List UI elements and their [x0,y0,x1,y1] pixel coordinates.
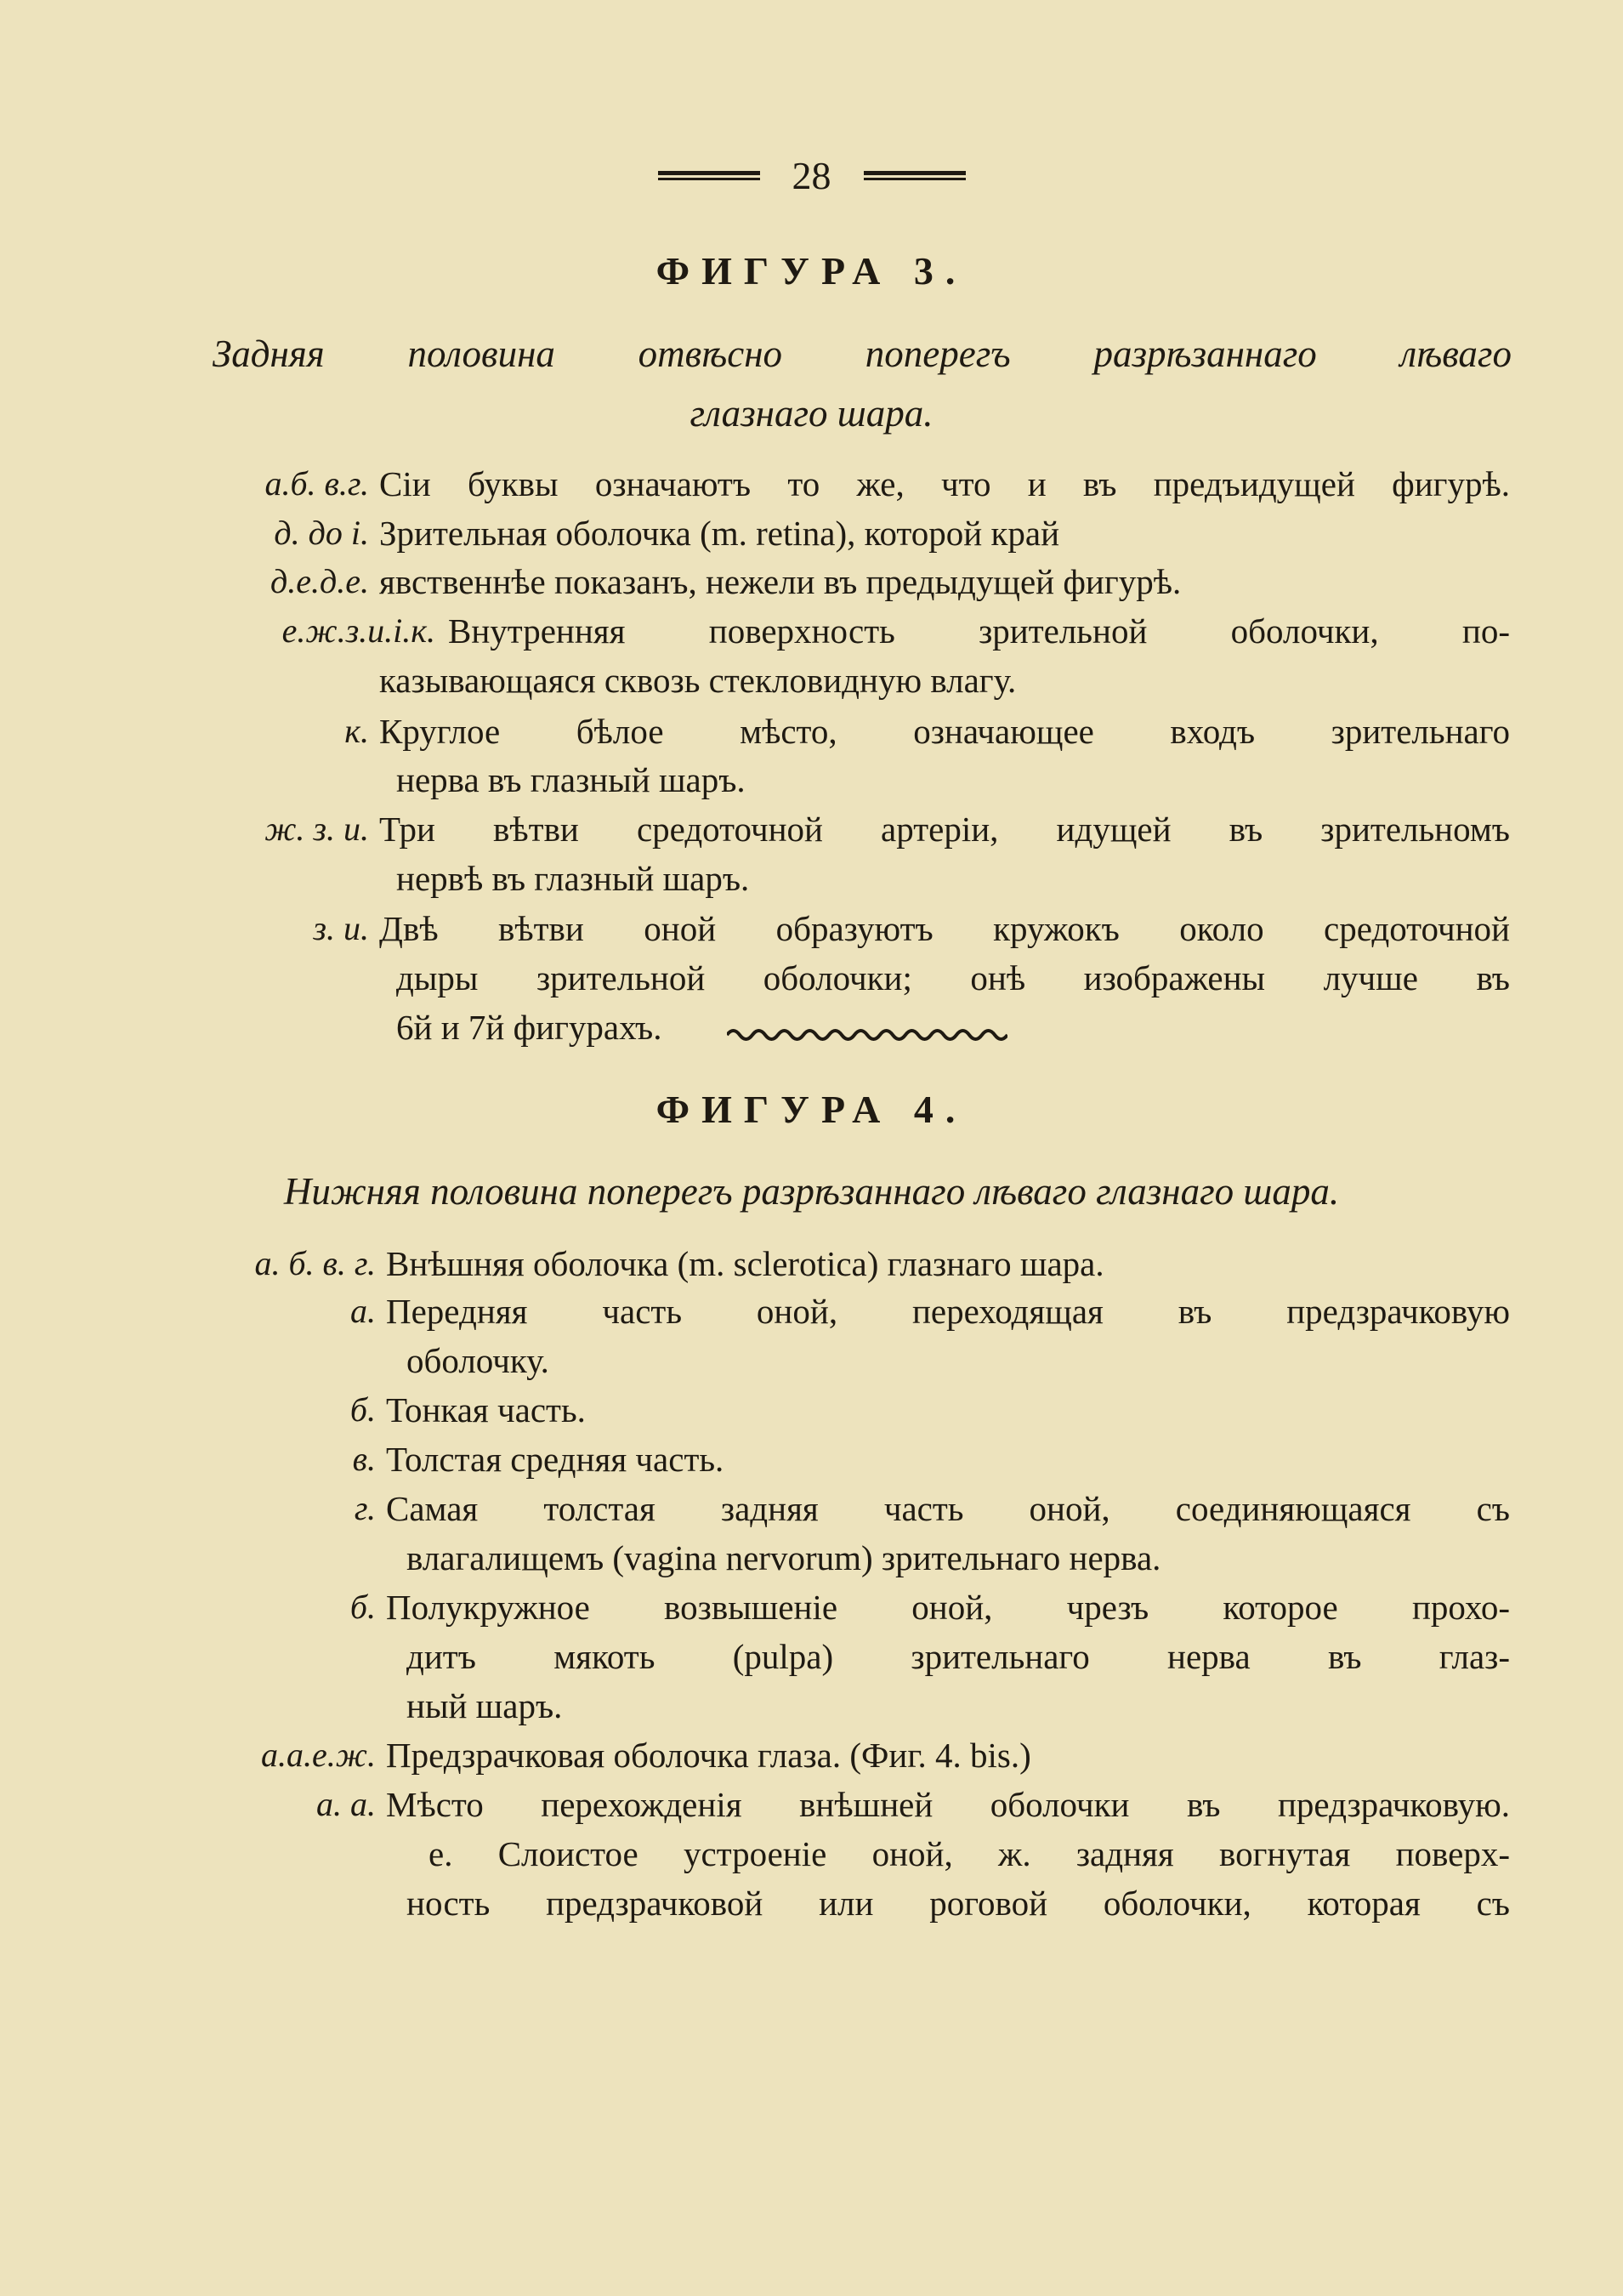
legend-text: Передняя часть оной, переходящая въ предзрачковую [386,1292,1510,1331]
legend-text: Мѣсто перехожденія внѣшней оболочки въ предзрачковую. [386,1785,1510,1824]
legend-label: г. [354,1489,376,1527]
legend-text: Три вѣтви средоточной артеріи, идущей въ зрительномъ [379,810,1510,849]
page-header [0,153,1623,198]
legend-text: Тонкая часть. [386,1390,586,1429]
figure-3-subtitle-line-2: глазнаго шара. [689,392,934,435]
legend-text: Самая толстая задняя часть оной, соединяющаяся съ [386,1489,1510,1528]
figure-4-subtitle: Нижняя половина поперегъ разрѣзаннаго лѣваго глазнаго шара. [283,1170,1340,1213]
legend-text: ный шаръ. [406,1686,563,1725]
legend-text: Полукружное возвышеніе оной, чрезъ которое прохо- [386,1588,1510,1627]
legend-label: а.б. в.г. [264,464,369,503]
legend-label: е.ж.з.и.і.к. [281,611,435,650]
header-ornament-left [658,169,760,183]
figure-4-title: ФИГУРА 4. [655,1088,968,1131]
legend-text: нерва въ глазный шаръ. [396,760,746,799]
legend-text: казывающаяся сквозь стекловидную влагу. [379,661,1017,700]
legend-text: влагалищемъ (vagina nervorum) зрительнаго нерва. [406,1538,1161,1577]
legend-text: нервѣ въ глазный шаръ. [396,859,750,898]
figure-3-title: ФИГУРА 3. [655,249,968,293]
legend-text: е. Слоистое устроеніе оной, ж. задняя вогнутая поверх- [428,1834,1510,1873]
legend-label: ж. з. и. [264,810,369,848]
legend-text: 6й и 7й фигурахъ. [396,1008,662,1047]
legend-text: дыры зрительной оболочки; онѣ изображены лучше въ [396,958,1510,997]
header-ornament-right [864,169,966,183]
legend-text: Круглое бѣлое мѣсто, означающее входъ зрительнаго [379,712,1510,751]
legend-label: б. [349,1390,376,1429]
legend-label: а. б. в. г. [254,1244,376,1282]
legend-text: Внѣшняя оболочка (m. sclerotica) глазнаго шара. [386,1244,1104,1283]
legend-label: а. [350,1292,376,1330]
legend-text: Двѣ вѣтви оной образуютъ кружокъ около средоточной [379,909,1510,948]
legend-label: д. до і. [274,514,369,552]
legend-label: к. [344,712,369,750]
legend-text: Толстая средняя часть. [386,1440,724,1479]
legend-label: в. [352,1440,376,1478]
page-number: 28 [792,154,831,197]
legend-text: ность предзрачковой или роговой оболочки, которая съ [406,1884,1510,1923]
legend-label: а. а. [316,1785,376,1823]
legend-label: а.а.е.ж. [261,1736,376,1774]
legend-text: дитъ мякоть (pulpa) зрительнаго нерва въ глаз- [406,1637,1510,1676]
legend-text: Предзрачковая оболочка глаза. (Фиг. 4. bis.) [386,1736,1031,1775]
legend-text: Сіи буквы означаютъ то же, что и въ предъидущей фигурѣ. [379,464,1510,503]
figure-3-subtitle-line-1: Задняя половина отвѣсно поперегъ разрѣзаннаго лѣваго [213,332,1512,375]
legend-text: явственнѣе показанъ, нежели въ предыдущей фигурѣ. [379,562,1182,601]
legend-text: Зрительная оболочка (m. retina), которой край [379,514,1060,553]
legend-label: з. и. [313,909,369,947]
legend-text: оболочку. [406,1341,549,1380]
legend-label: д.е.д.е. [270,562,369,600]
wavy-separator-ornament [727,1025,1007,1045]
legend-text: Внутренняя поверхность зрительной оболочки, по- [448,611,1510,651]
legend-label: б. [349,1588,376,1626]
